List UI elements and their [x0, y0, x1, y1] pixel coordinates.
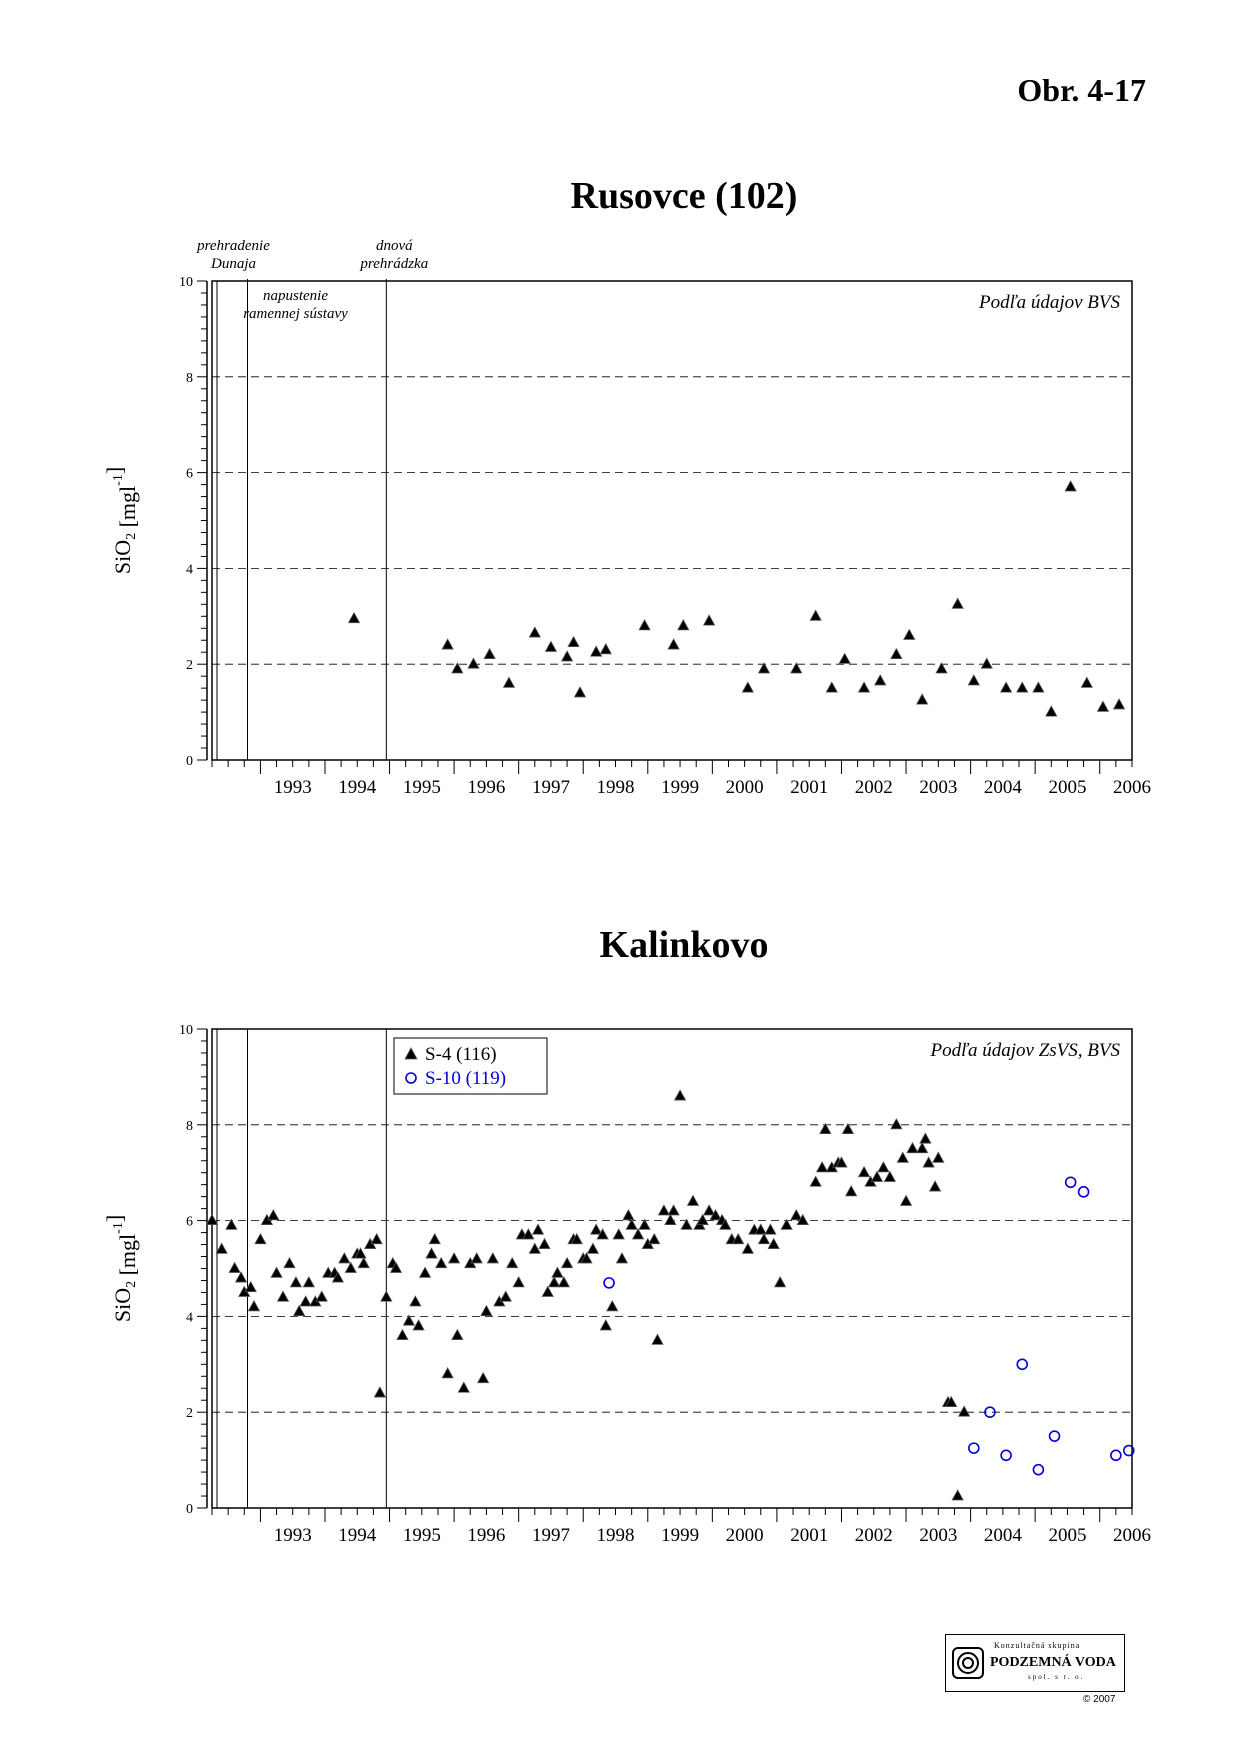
data-point-triangle — [652, 1334, 663, 1344]
x-tick-label: 2006 — [1113, 777, 1151, 798]
y-axis-label-part: 2 — [124, 532, 139, 540]
chart-title: Kalinkovo — [599, 924, 769, 966]
x-tick-label: 2003 — [919, 1525, 958, 1546]
data-point-triangle — [952, 1490, 963, 1500]
data-point-triangle — [374, 1387, 385, 1397]
data-point-triangle — [675, 1090, 686, 1100]
data-point-triangle — [884, 1171, 895, 1181]
x-tick-label: 1999 — [661, 1525, 700, 1546]
data-point-triangle — [668, 639, 679, 649]
data-point-circle — [1111, 1450, 1121, 1460]
data-point-circle — [969, 1443, 979, 1453]
data-point-triangle — [930, 1181, 941, 1191]
data-point-triangle — [704, 615, 715, 625]
data-point-triangle — [1065, 481, 1076, 491]
chart-1 — [102, 175, 1151, 798]
plot-frame — [212, 281, 1132, 760]
y-tick-label: 8 — [186, 1118, 193, 1134]
data-point-circle — [1001, 1450, 1011, 1460]
data-point-triangle — [420, 1267, 431, 1277]
data-point-triangle — [562, 1258, 573, 1268]
y-tick-label: 6 — [186, 1214, 193, 1230]
data-point-triangle — [791, 1210, 802, 1220]
data-point-triangle — [381, 1291, 392, 1301]
data-point-triangle — [575, 687, 586, 697]
data-point-triangle — [600, 1320, 611, 1330]
data-point-triangle — [316, 1291, 327, 1301]
data-point-triangle — [558, 1277, 569, 1287]
y-axis-label — [102, 467, 140, 574]
data-point-triangle — [968, 675, 979, 685]
data-point-circle — [1079, 1187, 1089, 1197]
y-tick-label: 4 — [186, 1310, 193, 1326]
data-point-triangle — [878, 1162, 889, 1172]
data-point-triangle — [616, 1253, 627, 1263]
x-tick-label: 2001 — [790, 777, 829, 798]
data-point-triangle — [759, 1234, 770, 1244]
data-point-triangle — [207, 1215, 218, 1225]
data-point-triangle — [639, 620, 650, 630]
data-point-triangle — [687, 1195, 698, 1205]
event-label: ramennej sústavy — [243, 306, 348, 322]
event-label: napustenie — [263, 288, 329, 304]
data-point-triangle — [810, 610, 821, 620]
data-point-triangle — [1033, 682, 1044, 692]
y-tick-label: 8 — [186, 370, 193, 386]
data-point-triangle — [410, 1296, 421, 1306]
event-label: prehrádzka — [360, 256, 429, 272]
data-point-triangle — [1097, 701, 1108, 711]
data-point-triangle — [591, 646, 602, 656]
data-point-triangle — [513, 1277, 524, 1287]
data-point-triangle — [562, 651, 573, 661]
data-point-triangle — [478, 1373, 489, 1383]
data-point-triangle — [607, 1301, 618, 1311]
data-point-triangle — [826, 682, 837, 692]
data-point-triangle — [278, 1291, 289, 1301]
x-tick-label: 1997 — [531, 777, 570, 798]
data-point-triangle — [426, 1248, 437, 1258]
data-point-triangle — [678, 620, 689, 630]
logo-line-2: PODZEMNÁ VODA — [990, 1655, 1116, 1670]
y-axis-label-part: -1 — [111, 474, 126, 486]
data-point-triangle — [649, 1234, 660, 1244]
company-logo — [945, 1634, 1125, 1692]
x-tick-label: 1993 — [273, 777, 312, 798]
chart-title: Rusovce (102) — [570, 175, 798, 217]
data-point-triangle — [742, 682, 753, 692]
data-point-circle — [604, 1278, 614, 1288]
data-point-triangle — [339, 1253, 350, 1263]
data-point-triangle — [839, 653, 850, 663]
y-tick-label: 10 — [179, 275, 193, 290]
data-point-triangle — [591, 1224, 602, 1234]
data-point-triangle — [468, 658, 479, 668]
data-point-triangle — [933, 1152, 944, 1162]
data-point-triangle — [507, 1258, 518, 1268]
data-point-triangle — [255, 1234, 266, 1244]
data-point-triangle — [487, 1253, 498, 1263]
source-note: Podľa údajov BVS — [979, 292, 1120, 313]
data-point-triangle — [349, 613, 360, 623]
data-point-triangle — [481, 1306, 492, 1316]
data-point-triangle — [613, 1229, 624, 1239]
x-tick-label: 2005 — [1048, 1525, 1087, 1546]
data-point-triangle — [303, 1277, 314, 1287]
data-point-triangle — [742, 1243, 753, 1253]
y-tick-label: 2 — [186, 1406, 193, 1422]
data-point-circle — [1033, 1465, 1043, 1475]
data-point-triangle — [859, 1167, 870, 1177]
legend-label: S-10 (119) — [425, 1068, 507, 1089]
y-tick-label: 6 — [186, 466, 193, 482]
x-tick-label: 2005 — [1048, 777, 1087, 798]
data-point-triangle — [1081, 677, 1092, 687]
x-tick-label: 1993 — [273, 1525, 312, 1546]
y-axis-label-part: SiO — [110, 539, 135, 575]
data-point-triangle — [268, 1210, 279, 1220]
logo-copyright: © 2007 — [1083, 1694, 1116, 1705]
logo-spiral-icon — [952, 1647, 984, 1679]
data-point-triangle — [529, 627, 540, 637]
data-point-triangle — [245, 1282, 256, 1292]
data-point-circle — [1050, 1431, 1060, 1441]
data-point-triangle — [371, 1234, 382, 1244]
x-tick-label: 2001 — [790, 1525, 829, 1546]
x-tick-label: 1994 — [338, 1525, 377, 1546]
data-point-triangle — [633, 1229, 644, 1239]
data-point-triangle — [897, 1152, 908, 1162]
data-point-triangle — [952, 598, 963, 608]
data-point-triangle — [484, 649, 495, 659]
x-tick-label: 1997 — [531, 1525, 570, 1546]
data-point-triangle — [765, 1224, 776, 1234]
data-point-triangle — [981, 658, 992, 668]
y-tick-label: 2 — [186, 658, 193, 674]
data-point-triangle — [891, 1119, 902, 1129]
data-point-triangle — [442, 639, 453, 649]
y-axis-label-part: ] — [102, 1214, 127, 1223]
y-tick-label: 0 — [186, 1502, 193, 1517]
data-point-triangle — [920, 1133, 931, 1143]
data-point-triangle — [533, 1224, 544, 1234]
data-point-triangle — [549, 1277, 560, 1287]
data-point-triangle — [697, 1215, 708, 1225]
source-note: Podľa údajov ZsVS, BVS — [930, 1040, 1120, 1061]
x-tick-label: 2000 — [725, 1525, 764, 1546]
data-point-triangle — [294, 1306, 305, 1316]
x-tick-label: 1998 — [596, 777, 635, 798]
data-point-triangle — [300, 1296, 311, 1306]
x-tick-label: 2002 — [854, 1525, 893, 1546]
data-point-triangle — [875, 675, 886, 685]
data-point-triangle — [658, 1205, 669, 1215]
data-point-triangle — [1017, 682, 1028, 692]
data-point-triangle — [775, 1277, 786, 1287]
data-point-triangle — [552, 1267, 563, 1277]
data-point-triangle — [587, 1243, 598, 1253]
data-point-triangle — [471, 1253, 482, 1263]
data-point-triangle — [871, 1171, 882, 1181]
data-point-triangle — [236, 1272, 247, 1282]
y-axis-label-part: 2 — [124, 1280, 139, 1288]
y-axis-label-part: -1 — [111, 1222, 126, 1234]
data-point-triangle — [216, 1243, 227, 1253]
legend-label: S-4 (116) — [425, 1044, 497, 1065]
x-tick-label: 2004 — [983, 777, 1022, 798]
x-tick-label: 1994 — [338, 777, 377, 798]
data-point-triangle — [542, 1286, 553, 1296]
y-tick-label: 4 — [186, 562, 193, 578]
data-point-triangle — [600, 644, 611, 654]
data-point-triangle — [623, 1210, 634, 1220]
data-point-triangle — [917, 1143, 928, 1153]
y-axis-label-part: [mgl — [115, 485, 140, 533]
logo-line-3: spol. s r. o. — [1028, 1673, 1085, 1681]
data-point-triangle — [817, 1162, 828, 1172]
data-point-triangle — [668, 1205, 679, 1215]
data-point-triangle — [904, 629, 915, 639]
data-point-triangle — [810, 1176, 821, 1186]
y-tick-label: 0 — [186, 754, 193, 769]
data-point-triangle — [568, 637, 579, 647]
data-point-triangle — [704, 1205, 715, 1215]
data-point-triangle — [959, 1406, 970, 1416]
data-point-triangle — [452, 1330, 463, 1340]
x-tick-label: 1996 — [467, 1525, 506, 1546]
data-point-circle — [1017, 1359, 1027, 1369]
data-point-triangle — [284, 1258, 295, 1268]
data-point-triangle — [458, 1382, 469, 1392]
data-point-triangle — [290, 1277, 301, 1287]
data-point-triangle — [271, 1267, 282, 1277]
x-tick-label: 2006 — [1113, 1525, 1151, 1546]
x-tick-label: 1995 — [402, 1525, 441, 1546]
y-tick-label: 10 — [179, 1023, 193, 1038]
data-point-circle — [1066, 1177, 1076, 1187]
event-label: dnová — [375, 238, 413, 254]
chart-2 — [102, 924, 1151, 1546]
x-tick-label: 2000 — [725, 777, 764, 798]
x-tick-label: 1998 — [596, 1525, 635, 1546]
x-tick-label: 2002 — [854, 777, 893, 798]
x-tick-label: 1999 — [661, 777, 700, 798]
data-point-triangle — [436, 1258, 447, 1268]
data-point-triangle — [917, 694, 928, 704]
data-point-triangle — [358, 1258, 369, 1268]
y-axis-label-part: SiO — [110, 1287, 135, 1323]
logo-line-1: Konzultačná skupina — [994, 1641, 1081, 1650]
figure-label: Obr. 4-17 — [1017, 72, 1146, 108]
event-label: Dunaja — [211, 256, 257, 272]
y-axis-label-part: ] — [102, 466, 127, 475]
x-tick-label: 2003 — [919, 777, 958, 798]
data-point-triangle — [1114, 699, 1125, 709]
y-axis-label-part: [mgl — [115, 1233, 140, 1281]
data-point-triangle — [397, 1330, 408, 1340]
event-label: prehradenie — [197, 238, 270, 254]
x-tick-label: 1996 — [467, 777, 506, 798]
data-point-triangle — [503, 677, 514, 687]
data-point-triangle — [449, 1253, 460, 1263]
x-tick-label: 2004 — [983, 1525, 1022, 1546]
data-point-triangle — [500, 1291, 511, 1301]
data-point-triangle — [1001, 682, 1012, 692]
data-point-triangle — [891, 649, 902, 659]
x-tick-label: 1995 — [402, 777, 441, 798]
data-point-triangle — [248, 1301, 259, 1311]
data-point-triangle — [859, 682, 870, 692]
data-point-triangle — [907, 1143, 918, 1153]
data-point-triangle — [539, 1239, 550, 1249]
data-point-triangle — [442, 1368, 453, 1378]
y-axis-label — [102, 1215, 140, 1322]
data-point-triangle — [545, 641, 556, 651]
data-point-triangle — [901, 1195, 912, 1205]
data-point-triangle — [846, 1186, 857, 1196]
data-point-triangle — [229, 1263, 240, 1273]
data-point-triangle — [429, 1234, 440, 1244]
data-point-triangle — [665, 1215, 676, 1225]
data-point-triangle — [345, 1263, 356, 1273]
data-point-triangle — [1046, 706, 1057, 716]
